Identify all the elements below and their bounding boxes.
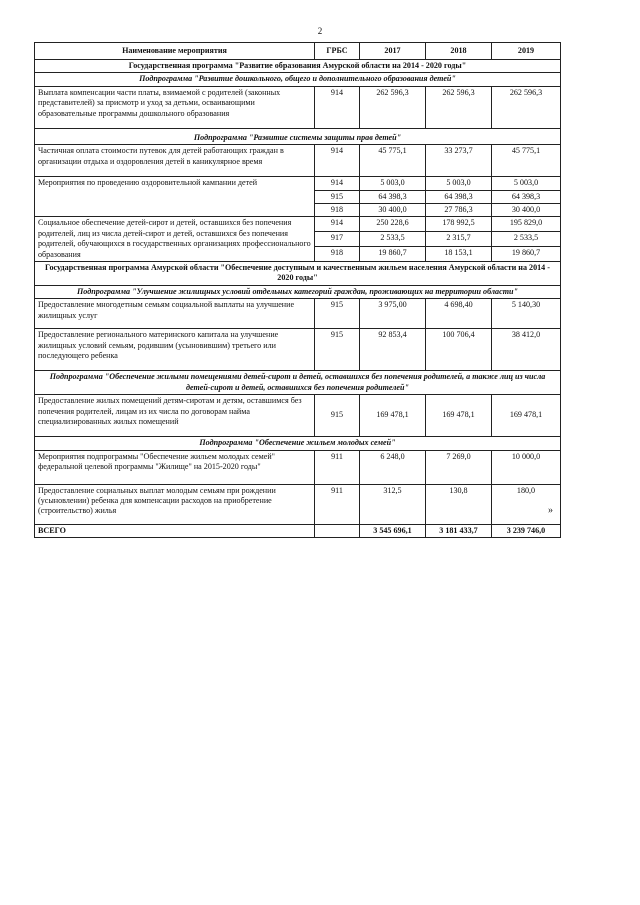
table-row	[35, 395, 561, 437]
grbs-code: 914	[315, 217, 360, 232]
activity-name: Выплата компенсации части платы, взимаемой с родителей (законных представителей) за присмотр и уход за детьми, осваивающими образовательные программы дошкольного образования	[35, 86, 315, 128]
value-2017: 64 398,3	[360, 190, 426, 203]
grbs-code: 911	[315, 484, 360, 524]
value-2018: 169 478,1	[426, 395, 492, 437]
page-number: 2	[317, 26, 323, 36]
subprogram-row	[35, 285, 561, 298]
value-2019: 5 003,0	[492, 177, 561, 190]
value-2018: 130,8	[426, 484, 492, 524]
program-title: Государственная программа "Развитие образования Амурской области на 2014 - 2020 годы"	[35, 60, 561, 73]
grbs-code: 918	[315, 204, 360, 217]
subprogram-title: Подпрограмма "Развитие дошкольного, общего и дополнительного образования детей"	[35, 73, 561, 86]
table-row	[35, 450, 561, 484]
subprogram-title: Подпрограмма "Обеспечение жилыми помещениями детей-сирот и детей, оставшихся без попечения родителей, а также лиц из числа детей-сирот и детей, оставшихся без попечения родителей"	[35, 371, 561, 395]
header-2017: 2017	[360, 43, 426, 60]
grbs-code: 918	[315, 247, 360, 262]
value-2017: 312,5	[360, 484, 426, 524]
activity-name: Предоставление многодетным семьям социальной выплаты на улучшение жилищных услуг	[35, 299, 315, 329]
value-2018: 262 596,3	[426, 86, 492, 128]
grbs-code: 915	[315, 329, 360, 371]
closing-quote-mark: »	[548, 505, 553, 516]
value-2019: 169 478,1	[492, 395, 561, 437]
activity-name: Предоставление жилых помещений детям-сиротам и детям, оставшимся без попечения родителей, лицам из их числа по договорам найма специализированных жилых помещений	[35, 395, 315, 437]
grbs-code: 911	[315, 450, 360, 484]
value-2019: 5 140,30	[492, 299, 561, 329]
program-row	[35, 262, 561, 286]
grbs-code: 915	[315, 395, 360, 437]
value-2019: 30 400,0	[492, 204, 561, 217]
budget-table	[34, 42, 561, 538]
total-label: ВСЕГО	[35, 524, 315, 537]
grbs-code: 915	[315, 190, 360, 203]
value-2017: 3 975,00	[360, 299, 426, 329]
grbs-code: 914	[315, 177, 360, 190]
table-row	[35, 329, 561, 371]
program-title: Государственная программа Амурской области "Обеспечение доступным и качественным жильем населения Амурской области на 2014 - 2020 годы"	[35, 262, 561, 286]
total-2018: 3 181 433,7	[426, 524, 492, 537]
value-2018: 64 398,3	[426, 190, 492, 203]
subprogram-row	[35, 371, 561, 395]
table-row	[35, 177, 561, 190]
value-2019: 180,0	[492, 484, 561, 524]
value-2017: 45 775,1	[360, 145, 426, 177]
header-grbs: ГРБС	[315, 43, 360, 60]
value-2018: 2 315,7	[426, 232, 492, 247]
value-2017: 92 853,4	[360, 329, 426, 371]
value-2019: 38 412,0	[492, 329, 561, 371]
value-2018: 100 706,4	[426, 329, 492, 371]
activity-name: Социальное обеспечение детей-сирот и детей, оставшихся без попечения родителей, лиц из числа детей-сирот и детей, оставшихся без попечения родителей, обучающихся в государственных организациях профессионального образования	[35, 217, 315, 262]
table-row	[35, 217, 561, 232]
header-name: Наименование мероприятия	[35, 43, 315, 60]
value-2018: 27 786,3	[426, 204, 492, 217]
header-2019: 2019	[492, 43, 561, 60]
total-row	[35, 524, 561, 537]
table-row	[35, 299, 561, 329]
value-2017: 2 533,5	[360, 232, 426, 247]
value-2017: 250 228,6	[360, 217, 426, 232]
subprogram-title: Подпрограмма "Обеспечение жильем молодых семей"	[35, 437, 561, 450]
value-2018: 33 273,7	[426, 145, 492, 177]
value-2017: 5 003,0	[360, 177, 426, 190]
subprogram-row	[35, 73, 561, 86]
subprogram-title: Подпрограмма "Улучшение жилищных условий отдельных категорий граждан, проживающих на территории области"	[35, 285, 561, 298]
value-2019: 262 596,3	[492, 86, 561, 128]
value-2019: 64 398,3	[492, 190, 561, 203]
value-2019: 45 775,1	[492, 145, 561, 177]
activity-name: Предоставление социальных выплат молодым семьям при рождении (усыновлении) ребенка для компенсации расходов на приобретение (строительство) жилья	[35, 484, 315, 524]
value-2017: 262 596,3	[360, 86, 426, 128]
value-2017: 6 248,0	[360, 450, 426, 484]
value-2018: 7 269,0	[426, 450, 492, 484]
activity-name: Мероприятия по проведению оздоровительной кампании детей	[35, 177, 315, 217]
value-2017: 19 860,7	[360, 247, 426, 262]
table-row	[35, 145, 561, 177]
grbs-code: 917	[315, 232, 360, 247]
value-2017: 169 478,1	[360, 395, 426, 437]
value-2019: 2 533,5	[492, 232, 561, 247]
subprogram-row	[35, 128, 561, 144]
value-2019: 19 860,7	[492, 247, 561, 262]
program-row	[35, 60, 561, 73]
table-row	[35, 86, 561, 128]
activity-name: Частичная оплата стоимости путевок для детей работающих граждан в организации отдыха и оздоровления детей в каникулярное время	[35, 145, 315, 177]
value-2017: 30 400,0	[360, 204, 426, 217]
header-2018: 2018	[426, 43, 492, 60]
value-2019: 10 000,0	[492, 450, 561, 484]
value-2018: 178 992,5	[426, 217, 492, 232]
value-2018: 4 698,40	[426, 299, 492, 329]
total-2017: 3 545 696,1	[360, 524, 426, 537]
total-2019: 3 239 746,0	[492, 524, 561, 537]
value-2018: 5 003,0	[426, 177, 492, 190]
grbs-code: 914	[315, 86, 360, 128]
activity-name: Мероприятия подпрограммы "Обеспечение жильем молодых семей" федеральной целевой программы "Жилище" на 2015-2020 годы"	[35, 450, 315, 484]
total-grbs-empty	[315, 524, 360, 537]
value-2018: 18 153,1	[426, 247, 492, 262]
subprogram-row	[35, 437, 561, 450]
grbs-code: 915	[315, 299, 360, 329]
grbs-code: 914	[315, 145, 360, 177]
table-row	[35, 484, 561, 524]
subprogram-title: Подпрограмма "Развитие системы защиты прав детей"	[35, 128, 561, 144]
table-header-row	[35, 43, 561, 60]
value-2019: 195 829,0	[492, 217, 561, 232]
activity-name: Предоставление регионального материнского капитала на улучшение жилищных условий семьям, родившим (усыновившим) третьего или последующего ребенка	[35, 329, 315, 371]
